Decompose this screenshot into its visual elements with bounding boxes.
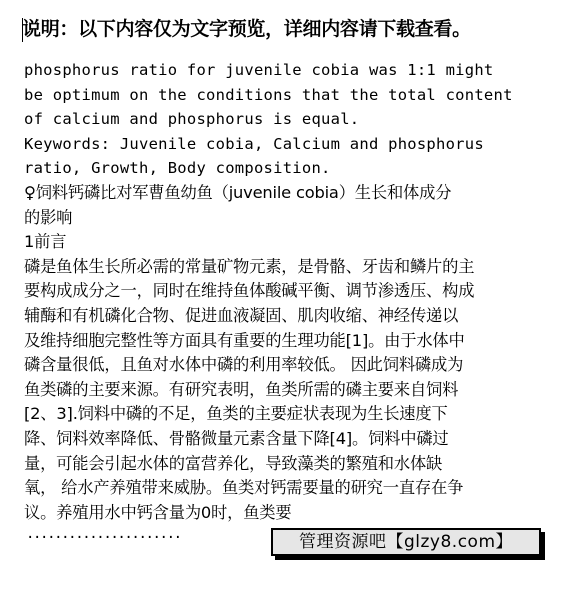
body-line: [2、3].饲料中磷的不足，鱼类的主要症状表现为生长速度下 [24,404,448,424]
body-line: 磷含量很低，且鱼对水体中磷的利用率较低。 因此饲料磷成为 [24,355,464,375]
abstract-line: phosphorus ratio for juvenile cobia was 1:1 might [24,61,494,79]
document-body [24,58,576,525]
site-badge: 管理资源吧【glzy8.com】 [271,528,541,556]
body-line: 磷是鱼体生长所必需的常量矿物元素，是骨骼、牙齿和鳞片的主 [24,256,475,276]
abstract-line: be optimum on the conditions that the total content [24,85,513,104]
body-line: 氧， 给水产养殖带来威胁。鱼类对钙需要量的研究一直存在争 [24,478,464,498]
body-line: 辅酶和有机磷化合物、促进血液凝固、肌肉收缩、神经传递以 [24,305,459,325]
paper-title: ♀饲料钙磷比对军曹鱼幼鱼（juvenile cobia）生长和体成分 [24,182,452,202]
body-line: 鱼类磷的主要来源。有研究表明，鱼类所需的磷主要来自饲料 [24,379,459,399]
ellipsis: ······················ [26,530,181,546]
body-line: 量，可能会引起水体的富营养化，导致藻类的繁殖和水体缺 [24,453,443,473]
body-line: 降、饲料效率降低、骨骼微量元素含量下降[4]。饲料中磷过 [24,428,449,448]
body-line: 要构成成分之一，同时在维持鱼体酸碱平衡、调节渗透压、构成 [24,281,475,301]
section-heading: 1前言 [24,232,67,252]
abstract-line: of calcium and phosphorus is equal. [24,110,360,129]
keywords-line: Keywords: Juvenile cobia, Calcium and phosphorus [24,134,484,153]
preview-notice: 说明：以下内容仅为文字预览，详细内容请下载查看。 [22,18,471,40]
body-line: 议。养殖用水中钙含量为0时，鱼类要 [24,502,292,522]
body-line: 及维持细胞完整性等方面具有重要的生理功能[1]。由于水体中 [24,330,465,350]
paper-title: 的影响 [24,207,73,227]
keywords-line: ratio, Growth, Body composition. [24,159,331,178]
